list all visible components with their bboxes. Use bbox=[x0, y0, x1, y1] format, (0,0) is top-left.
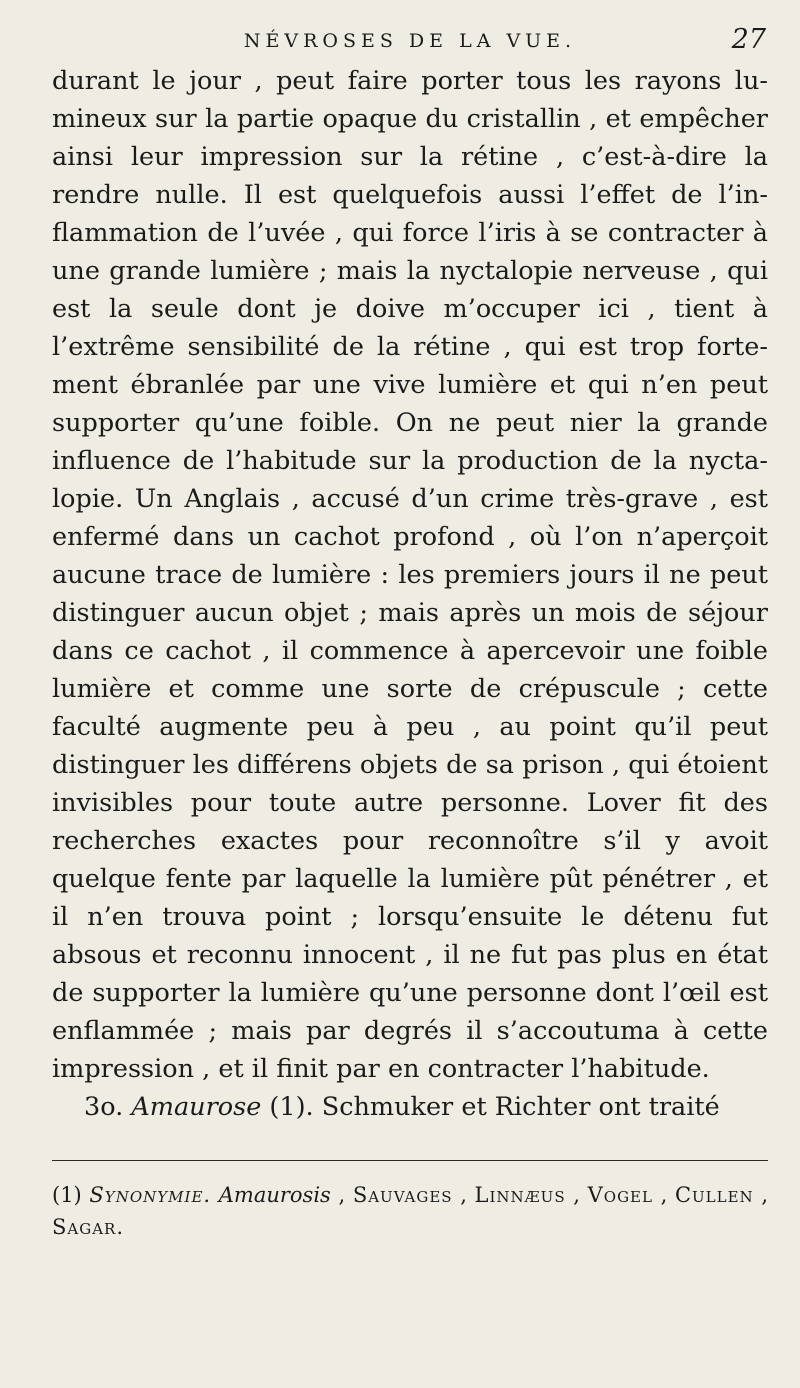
footnote-end: . bbox=[116, 1215, 124, 1239]
footnote-author: Sauvages bbox=[352, 1183, 453, 1207]
section-heading: Amaurose bbox=[131, 1092, 262, 1122]
paragraph-nyctalopie: durant le jour , peut faire porter tous les rayons lumineux sur la partie opaque du cristallin , et empêcher ainsi leur impression sur la rétine , c’est-à-dire la rendre nulle. Il est quelquefois aussi l’effet de l’inflammation de l’uvée , qui force l’iris à se contracter à une grande lumière ; mais la nyctalopie nerveuse , qui est la seule dont je doive m’occuper ici , tient à l’extrême sensibilité de la rétine , qui est trop fortement ébranlée par une vive lumière et qui n’en peut supporter qu’une foible. On ne peut nier la grande influence de l’habitude sur la production de la nyctalopie. Un Anglais , accusé d’un crime très-grave , est enfermé dans un cachot profond , où l’on n’aperçoit aucune trace de lumière : les premiers jours il ne peut distinguer aucun objet ; mais après un mois de séjour dans ce cachot , il commence à apercevoir une foible lumière et comme une sorte de crépuscule ; cette faculté augmente peu à peu , au point qu’il peut distinguer les différens objets de sa prison , qui étoient invisibles pour toute autre personne. Lover fit des recherches exactes pour reconnoître s’il y avoit quelque fente par laquelle la lumière pût pénétrer , et il n’en trouva point ; lorsqu’ensuite le détenu fut absous et reconnu innocent , il ne fut pas plus en état de supporter la lumière qu’une personne dont l’œil est enflammée ; mais par degrés il s’accoutuma à cette impression , et il finit par en contracter l’habitude. bbox=[52, 66, 768, 1084]
footnote-separator: , bbox=[652, 1183, 675, 1207]
body-text bbox=[52, 62, 768, 1126]
paragraph-text: . Schmuker et Richter ont traité bbox=[305, 1092, 720, 1122]
footnote-separator: , bbox=[753, 1183, 769, 1207]
footnote-author: Vogel bbox=[587, 1183, 653, 1207]
section-number: 3o. bbox=[84, 1092, 124, 1122]
footnote-divider bbox=[52, 1160, 768, 1161]
footnote-reference: (1) bbox=[269, 1092, 306, 1122]
page-number: 27 bbox=[731, 24, 766, 55]
running-title: NÉVROSES DE LA VUE. bbox=[243, 30, 577, 52]
footnote-separator: , bbox=[452, 1183, 475, 1207]
footnote-separator: , bbox=[565, 1183, 588, 1207]
footnote-label: Synonymie. bbox=[89, 1183, 212, 1207]
book-page bbox=[52, 22, 768, 1362]
running-head bbox=[52, 22, 768, 62]
footnote-author: Linnæus bbox=[474, 1183, 566, 1207]
footnote bbox=[52, 1179, 768, 1243]
footnote-marker: (1) bbox=[52, 1183, 82, 1207]
footnote-author: Sagar bbox=[52, 1215, 117, 1239]
footnote-author: Cullen bbox=[674, 1183, 754, 1207]
footnote-separator: , bbox=[330, 1183, 353, 1207]
paragraph-amaurose bbox=[52, 1088, 768, 1126]
footnote-term: Amaurosis bbox=[218, 1183, 331, 1207]
